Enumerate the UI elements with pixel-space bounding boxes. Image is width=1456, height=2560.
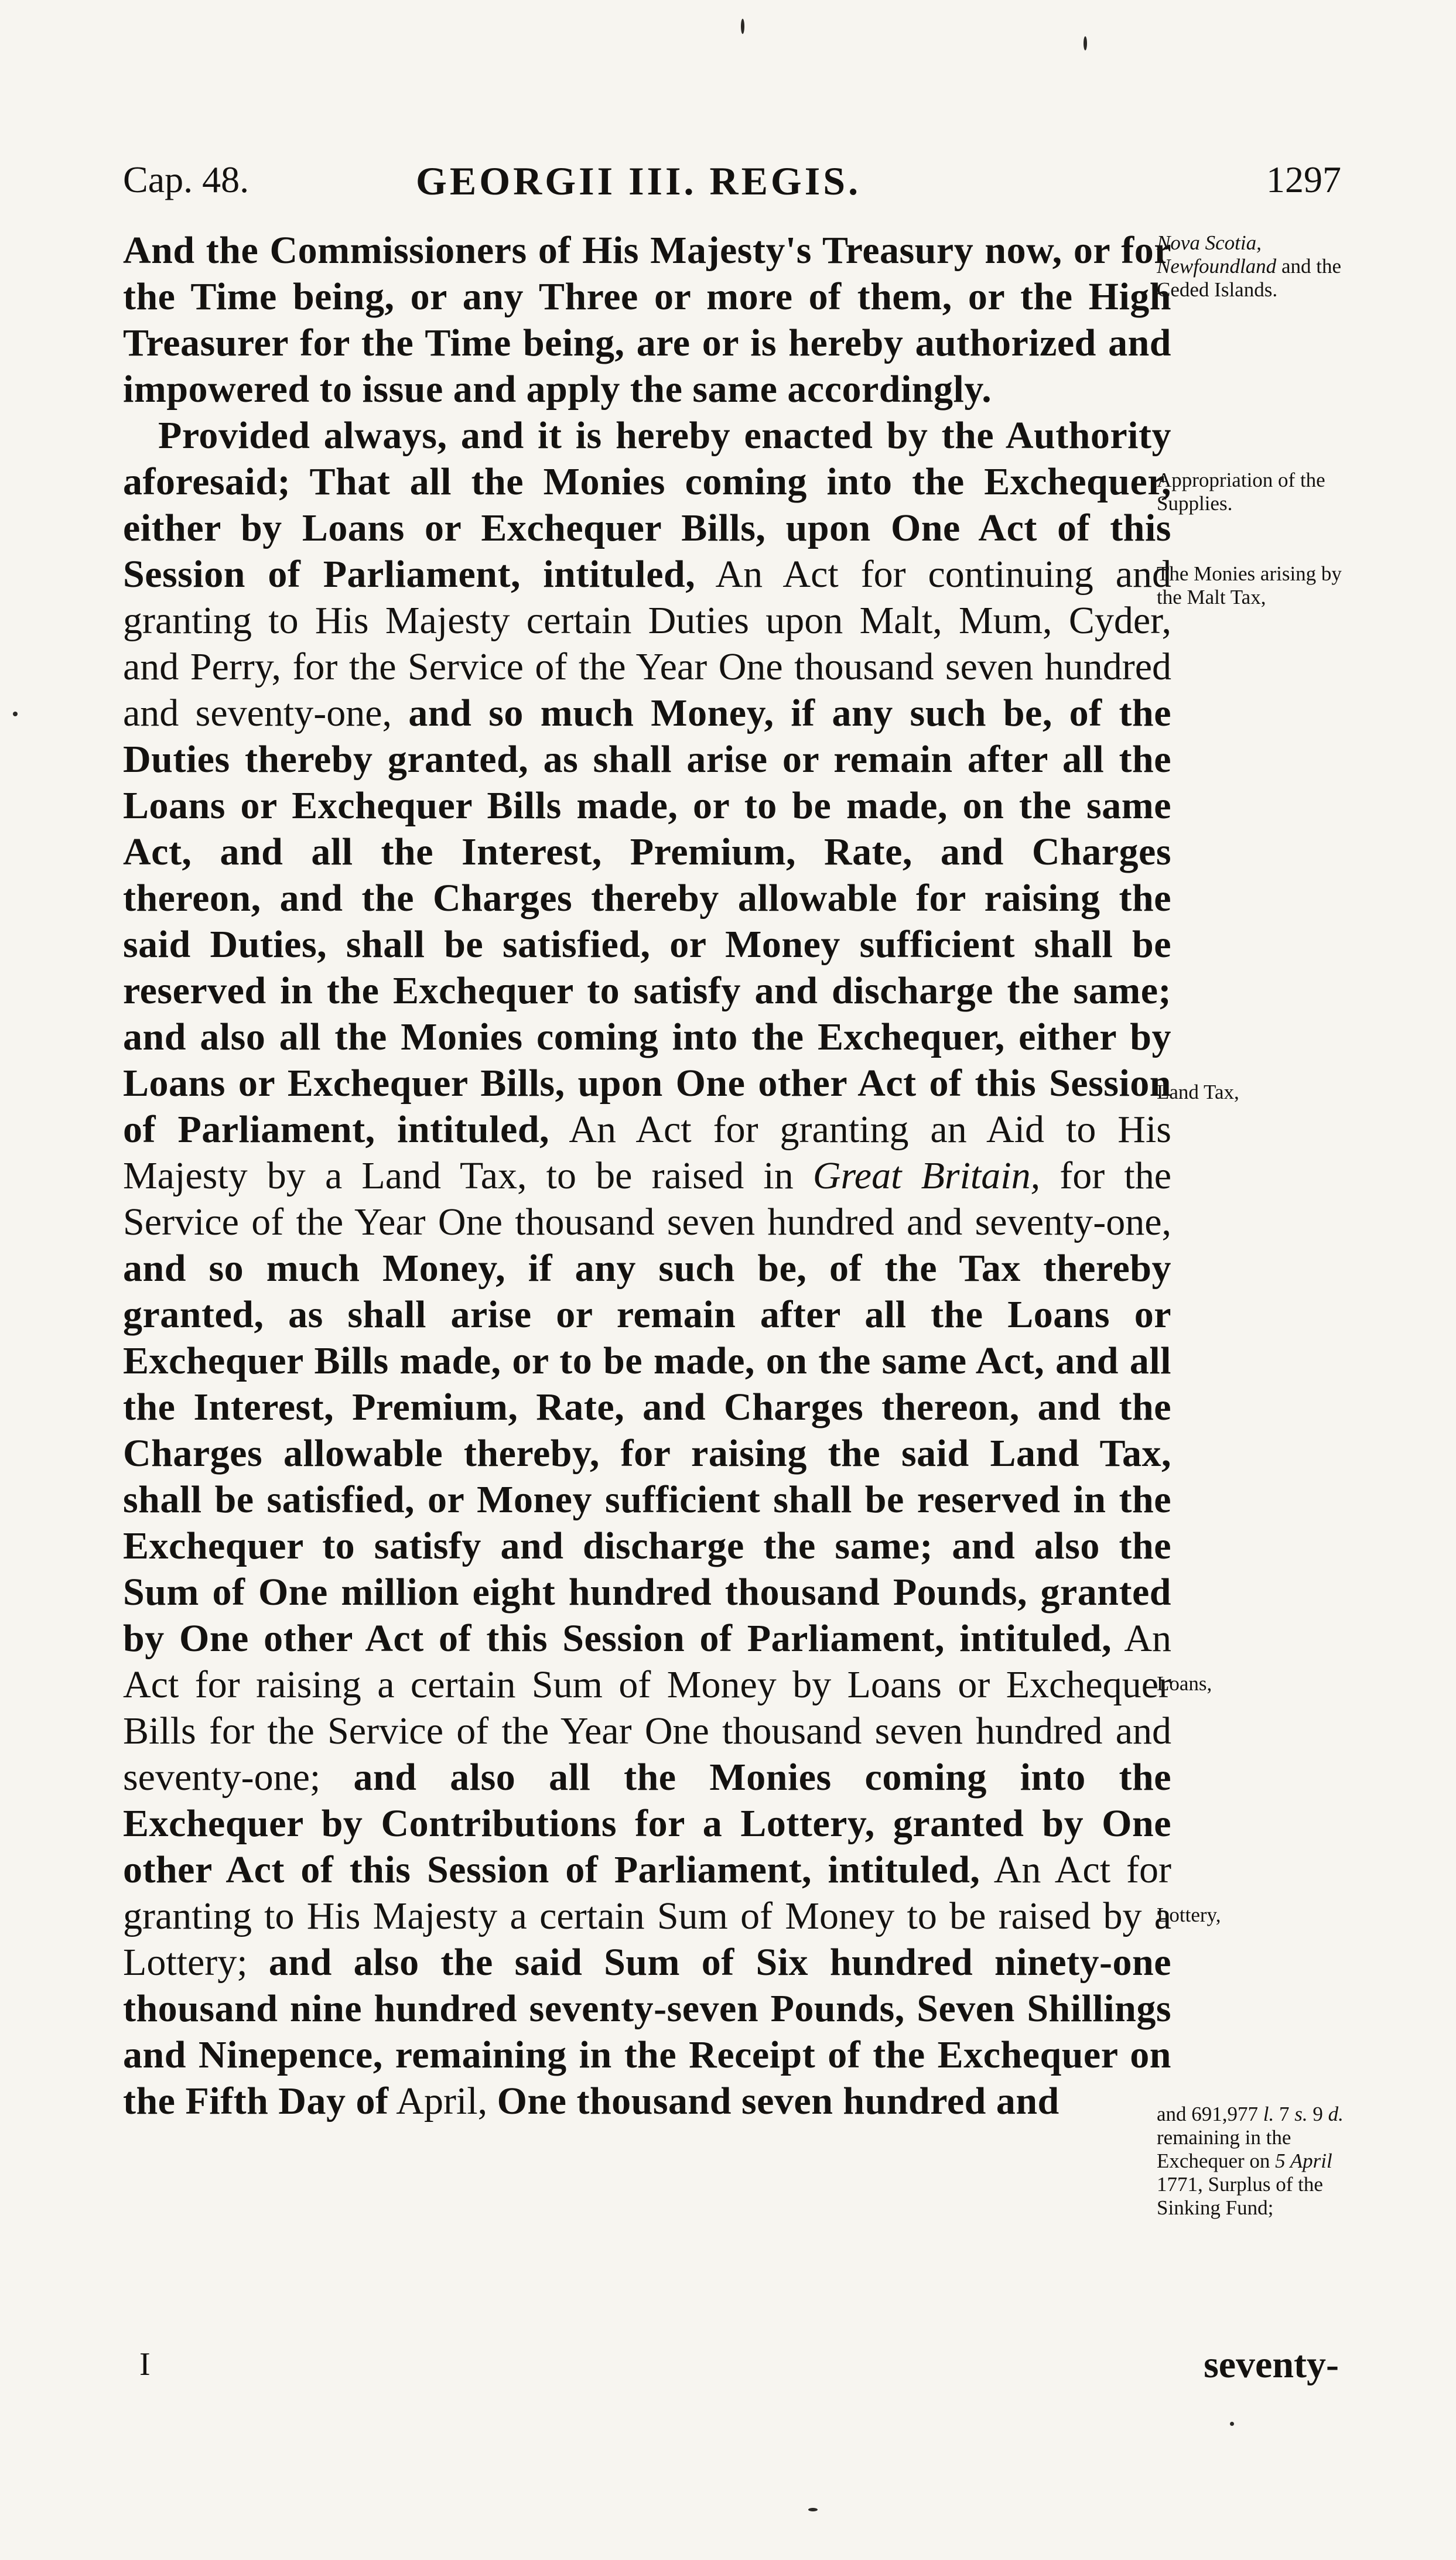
margin-note-appropriation (1157, 469, 1350, 515)
margin-note-lottery (1157, 1903, 1350, 1927)
margin-note-text: and 691,977 (1157, 2103, 1259, 2125)
act-title-land-tax-end: for the Service of the Year One thousand seven hundred and seventy-one, (123, 1154, 1172, 1243)
catchword: seventy- (1204, 2343, 1339, 2386)
paper-speck (1084, 36, 1087, 50)
margin-note-malt-tax (1157, 562, 1350, 609)
margin-note-place: Nova Scotia, Newfoundland (1157, 231, 1277, 278)
text-run: One thousand seven hundred and (497, 2080, 1059, 2122)
running-title: GEORGII III. REGIS. (416, 159, 862, 203)
text-run: and so much Money, if any such be, of the Tax thereby granted, as shall arise or remain after all the Loans or Exchequer Bills made, or to be made, on the same Act, and all the Interest, Premium, Rate, and Charges thereon, and the Charges allowable thereby, for raising the said Land Tax, shall be satisfied, or Money sufficient shall be reserved in the Exchequer to satisfy and discharge the same; and also the Sum of One million eight hundred thousand Pounds, granted by One other Act of this Session of Parliament, intituled, (123, 1247, 1171, 1660)
margin-note-loans (1157, 1672, 1350, 1696)
margin-note-text: The Monies arising by the Malt Tax, (1157, 562, 1342, 609)
paper-speck (741, 19, 744, 34)
margin-note-text: Lottery, (1157, 1903, 1221, 1926)
margin-note-sinking-fund (1157, 2103, 1350, 2220)
paper-speck (808, 2508, 818, 2511)
text-run: and also the said Sum of Six hundred ninety-one thousand nine hundred seventy-seven Pounds, Seven Shillings and Ninepence, remaining in the Receipt of the Exchequer on the Fifth Day of (123, 1941, 1172, 2122)
margin-note-unit: d. (1328, 2103, 1344, 2125)
paper-speck (1230, 2422, 1234, 2426)
margin-note-text: Loans, (1157, 1672, 1212, 1695)
text-run: and so much Money, if any such be, of the Duties thereby granted, as shall arise or remain after all the Loans or Exchequer Bills made, or to be made, on the same Act, and all the Interest, Premium, Rate, and Charges thereon, and the Charges thereby allowable for raising the said Duties, shall be satisfied, or Money sufficient shall be reserved in the Exchequer to satisfy and discharge the same; and also all the Monies coming into the Exchequer, either by Loans or Exchequer Bills, upon One other Act of this Session of Parliament, intituled, (123, 692, 1171, 1151)
paper-speck (13, 712, 18, 716)
running-header (123, 158, 1341, 211)
margin-note-unit: l. (1263, 2103, 1274, 2125)
margin-note-unit: s. (1294, 2103, 1308, 2125)
margin-note-text: remaining in the Exchequer on (1157, 2126, 1291, 2172)
text-run: Provided always, and it is hereby enacted by the Authority aforesaid; That all the Monies coming into the Exchequer, either by Loans or Exchequer Bills, upon One Act of this Session of Parliament, intituled, (123, 414, 1171, 596)
signature-mark: I (139, 2346, 151, 2383)
margin-note-land-tax (1157, 1081, 1350, 1104)
margin-note-text: 7 (1279, 2103, 1290, 2125)
act-title-malt: An Act for continuing and granting to His Majesty certain Duties upon Malt, Mum, Cyder, and Perry, for the Service of the Year One thousand seven hundred and seventy-one, (123, 553, 1171, 734)
month-name: April, (396, 2080, 488, 2122)
margin-note-text: Land Tax, (1157, 1081, 1239, 1103)
margin-note-text: 1771, Surplus of the Sinking Fund; (1157, 2173, 1323, 2219)
text-run: and also all the Monies coming into the Exchequer by Contributions for a Lottery, granted by One other Act of this Session of Parliament, intituled, (123, 1756, 1172, 1891)
main-text (123, 227, 1171, 2124)
paragraph-treasury (123, 227, 1171, 412)
page-number: 1297 (1266, 159, 1341, 200)
act-title-lottery: An Act for granting to His Majesty a certain Sum of Money to be raised by a Lottery; (123, 1848, 1171, 1984)
margin-note-text: and the Ceded Islands. (1157, 255, 1341, 301)
act-title-land-tax: An Act for granting an Aid to His Majesty by a Land Tax, to be raised in (123, 1108, 1171, 1197)
margin-note-date: 5 April (1275, 2149, 1332, 2172)
margin-note-text: 9 (1313, 2103, 1323, 2125)
paragraph-appropriation (123, 412, 1171, 2124)
margin-note-text: Appropriation of the Supplies. (1157, 469, 1325, 515)
paragraph-text: And the Commissioners of His Majesty's Treasury now, or for the Time being, or any Three or more of them, or the High Treasurer for the Time being, are or is hereby authorized and impowered to issue and apply the same accordingly. (123, 229, 1171, 411)
chapter-number: Cap. 48. (123, 159, 249, 200)
act-title-loans: An Act for raising a certain Sum of Money by Loans or Exchequer Bills for the Service of the Year One thousand seven hundred and seventy-one; (123, 1617, 1171, 1799)
place-name: Great Britain, (812, 1154, 1041, 1197)
margin-note-colonies (1157, 231, 1350, 302)
